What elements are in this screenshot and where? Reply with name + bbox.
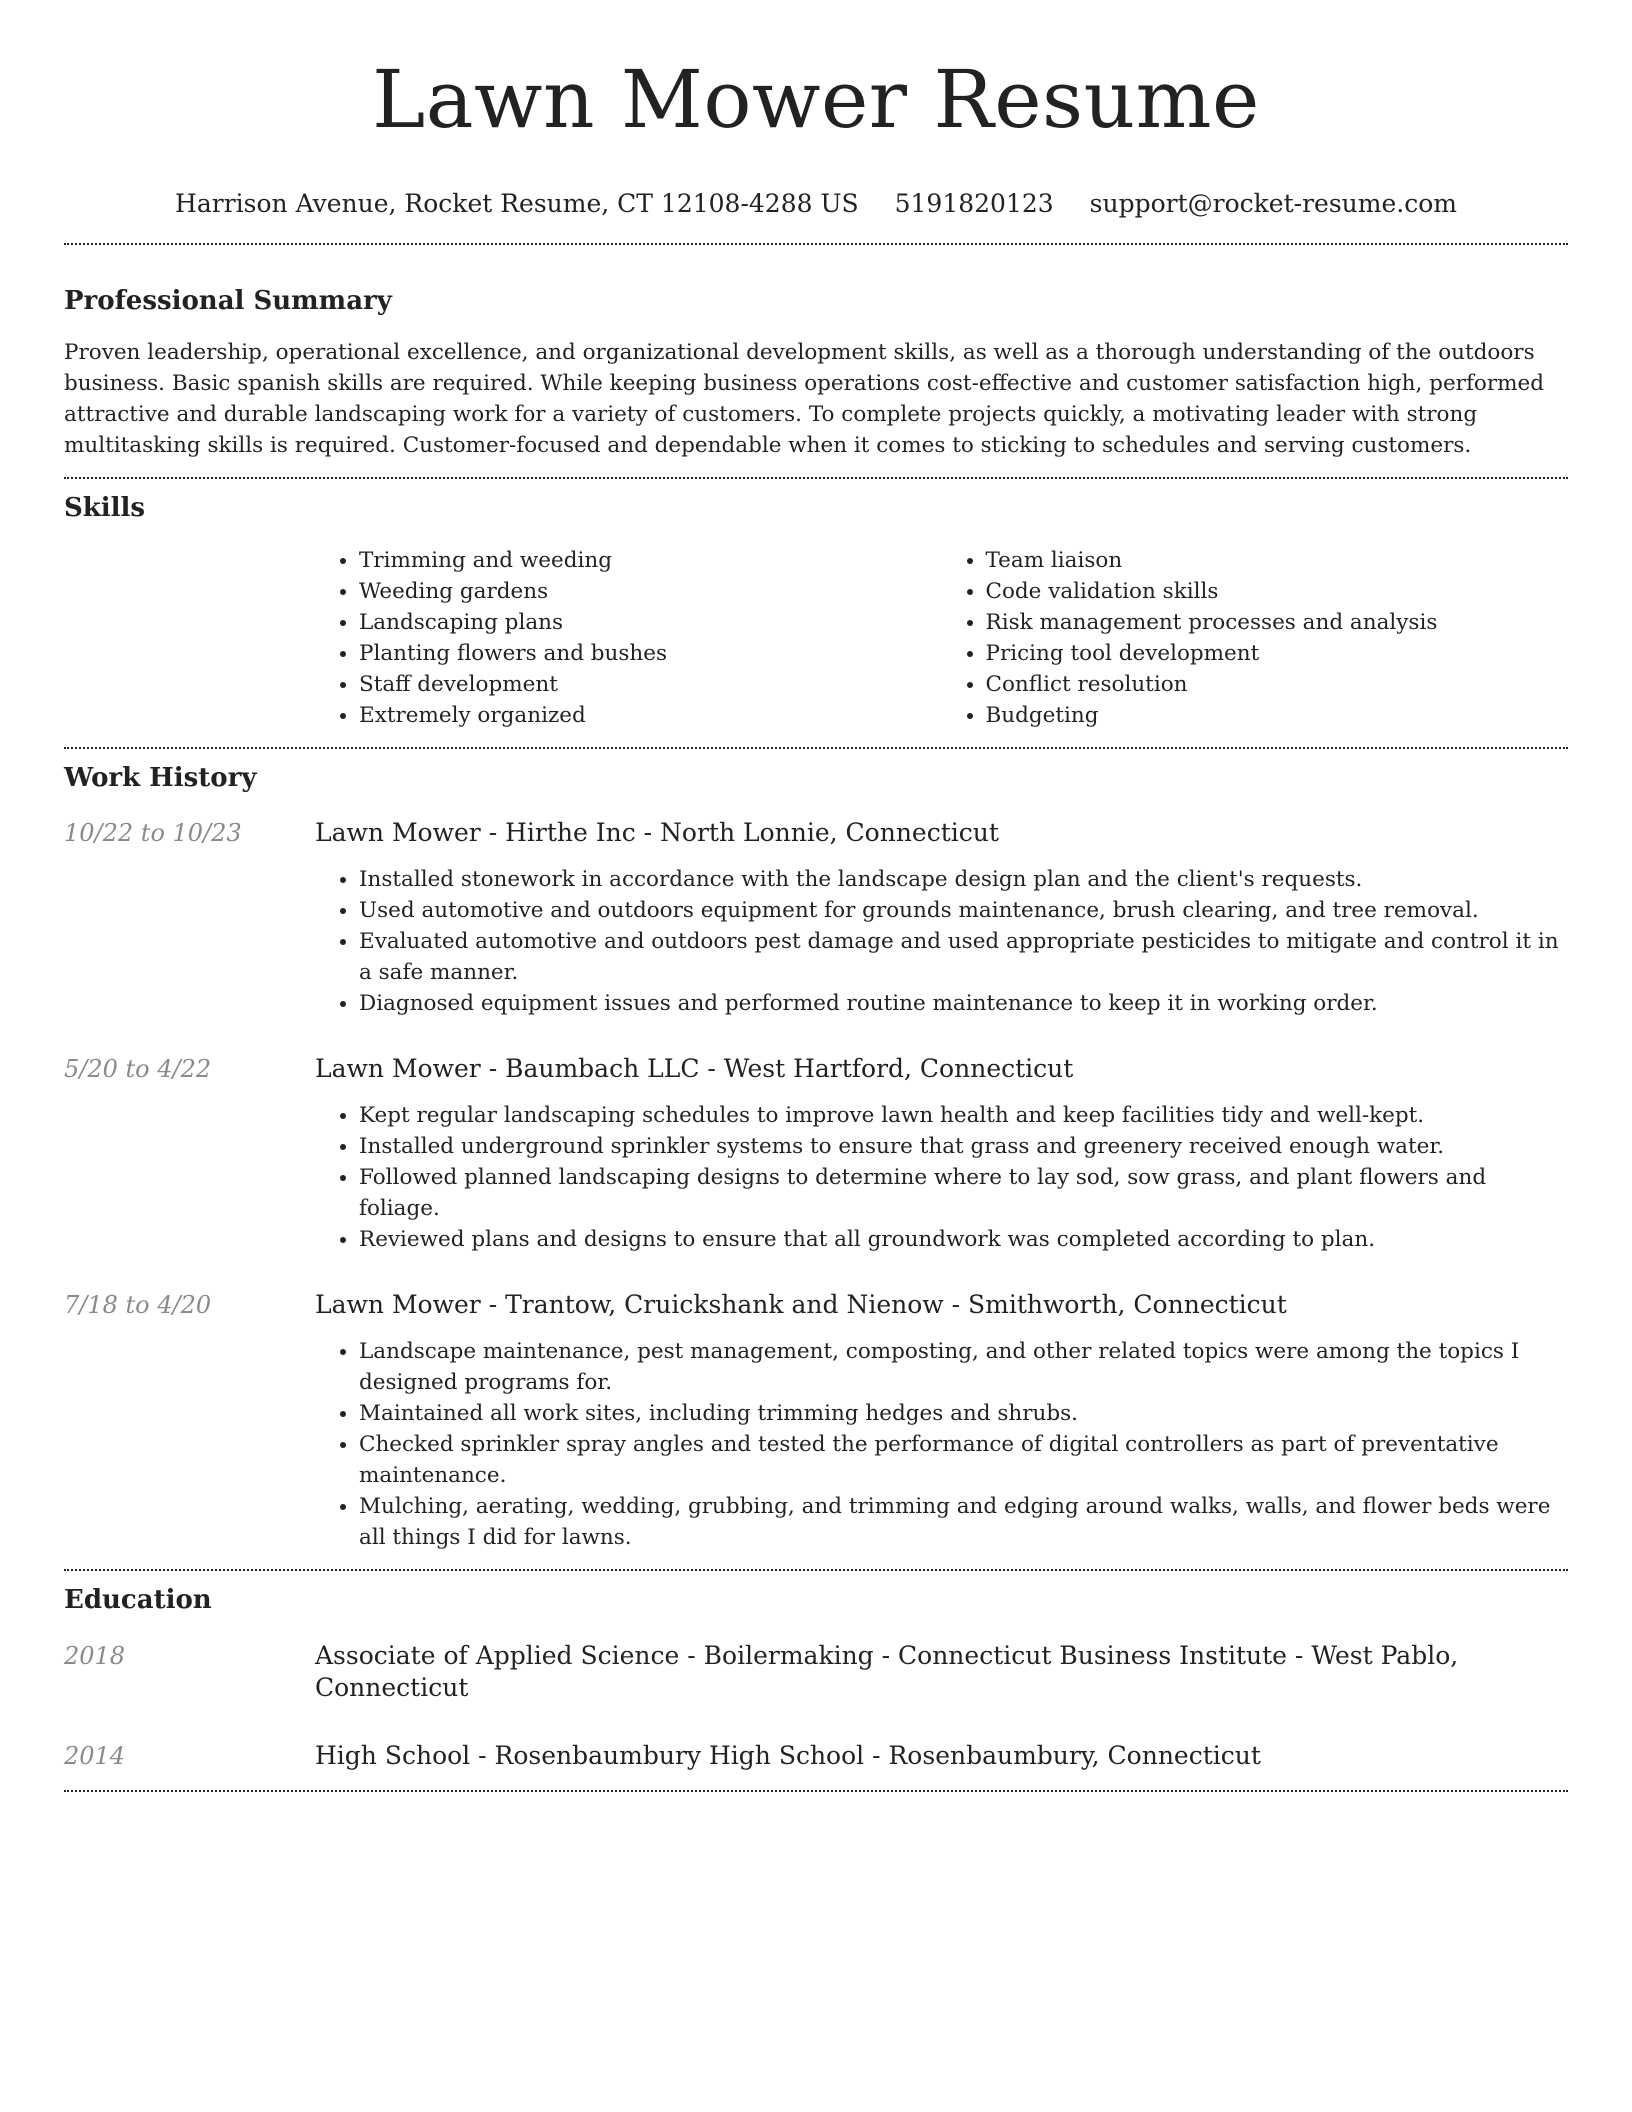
skill-item: • Trimming and weeding [359,545,942,576]
job-bullet: • Maintained all work sites, including trimming hedges and shrubs. [359,1398,1568,1429]
job-heading: Lawn Mower - Trantow, Cruickshank and Nienow - Smithworth, Connecticut [315,1290,1287,1319]
summary-text: Proven leadership, operational excellence, and organizational development skills, as well as a thorough understanding of the outdoors business. Basic spanish skills are required. While keeping business operations cost-effective and customer satisfaction high, performed attractive and durable landscaping work for a variety of customers. To complete projects quickly, a motivating leader with strong multitasking skills is required. Customer-focused and dependable when it comes to sticking to schedules and serving customers. [64,340,1544,458]
job-dates: 5/20 to 4/22 [64,1055,212,1083]
skill-item: • Conflict resolution [986,669,1569,700]
skill-item: • Extremely organized [359,700,942,731]
skill-item: • Code validation skills [986,576,1569,607]
resume-title: Lawn Mower Resume [372,53,1260,146]
job-bullets [315,864,1568,1019]
job-heading: Lawn Mower - Baumbach LLC - West Hartford, Connecticut [315,1054,1074,1083]
divider [64,747,1568,749]
job-bullet: • Evaluated automotive and outdoors pest damage and used appropriate pesticides to mitigate and control it in a safe manner. [359,926,1568,988]
education-degree: Associate of Applied Science [315,1641,680,1670]
summary-heading: Professional Summary [64,286,392,316]
contact-line [64,188,1568,220]
job-entry [64,817,1568,1019]
education-degree: High School [315,1741,471,1770]
skills-section [64,491,1568,731]
skills-list-right [942,545,1569,731]
education-entry [64,1740,1568,1772]
education-section [64,1583,1568,1772]
job-bullet: • Installed underground sprinkler systems to ensure that grass and greenery received enough water. [359,1131,1568,1162]
skill-item: • Weeding gardens [359,576,942,607]
divider [64,477,1568,479]
skills-list-left [315,545,942,731]
education-year: 2014 [64,1742,126,1770]
skills-heading: Skills [64,493,146,523]
skill-item: • Budgeting [986,700,1569,731]
job-details [315,1289,1568,1553]
job-bullet: • Reviewed plans and designs to ensure that all groundwork was completed according to plan. [359,1224,1568,1255]
job-dates: 10/22 to 10/23 [64,819,242,847]
skill-item: • Staff development [359,669,942,700]
education-details [315,1640,1568,1704]
job-bullet: • Diagnosed equipment issues and performed routine maintenance to keep it in working order. [359,988,1568,1019]
job-heading: Lawn Mower - Hirthe Inc - North Lonnie, Connecticut [315,818,999,847]
summary-section [64,284,1568,461]
job-bullet: • Followed planned landscaping designs to determine where to lay sod, sow grass, and plant flowers and foliage. [359,1162,1568,1224]
education-year: 2018 [64,1642,126,1670]
skill-item: • Risk management processes and analysis [986,607,1569,638]
education-entry [64,1640,1568,1704]
divider [64,1790,1568,1792]
work-history-heading: Work History [64,763,257,793]
skill-item: • Landscaping plans [359,607,942,638]
divider [64,1569,1568,1571]
work-history-section [64,761,1568,1553]
education-info: - Rosenbaumbury High School - Rosenbaumbury, Connecticut [470,1741,1261,1770]
contact-phone: 5191820123 [894,189,1054,218]
skill-item: • Planting flowers and bushes [359,638,942,669]
job-bullet: • Installed stonework in accordance with the landscape design plan and the client's requests. [359,864,1568,895]
education-info: - Boilermaking - Connecticut Business Institute - West Pablo, Connecticut [315,1641,1459,1702]
resume-page [64,0,1568,1792]
job-details [315,1053,1568,1255]
job-entry [64,1053,1568,1255]
job-bullet: • Used automotive and outdoors equipment for grounds maintenance, brush clearing, and tree removal. [359,895,1568,926]
job-details [315,817,1568,1019]
contact-address: Harrison Avenue, Rocket Resume, CT 12108-4288 US [175,189,859,218]
job-dates: 7/18 to 4/20 [64,1291,212,1319]
job-bullet: • Mulching, aerating, wedding, grubbing, and trimming and edging around walks, walls, and flower beds were all things I did for lawns. [359,1491,1568,1553]
job-bullet: • Kept regular landscaping schedules to improve lawn health and keep facilities tidy and well-kept. [359,1100,1568,1131]
contact-email: support@rocket-resume.com [1089,189,1457,218]
job-entry [64,1289,1568,1553]
job-bullet: • Checked sprinkler spray angles and tested the performance of digital controllers as part of preventative maintenance. [359,1429,1568,1491]
job-bullets [315,1100,1568,1255]
divider [64,243,1568,245]
skills-columns [315,545,1568,731]
education-heading: Education [64,1585,212,1615]
job-bullets [315,1336,1568,1553]
job-bullet: • Landscape maintenance, pest management, composting, and other related topics were among the topics I designed programs for. [359,1336,1568,1398]
skill-item: • Pricing tool development [986,638,1569,669]
education-details [315,1740,1261,1772]
skill-item: • Team liaison [986,545,1569,576]
